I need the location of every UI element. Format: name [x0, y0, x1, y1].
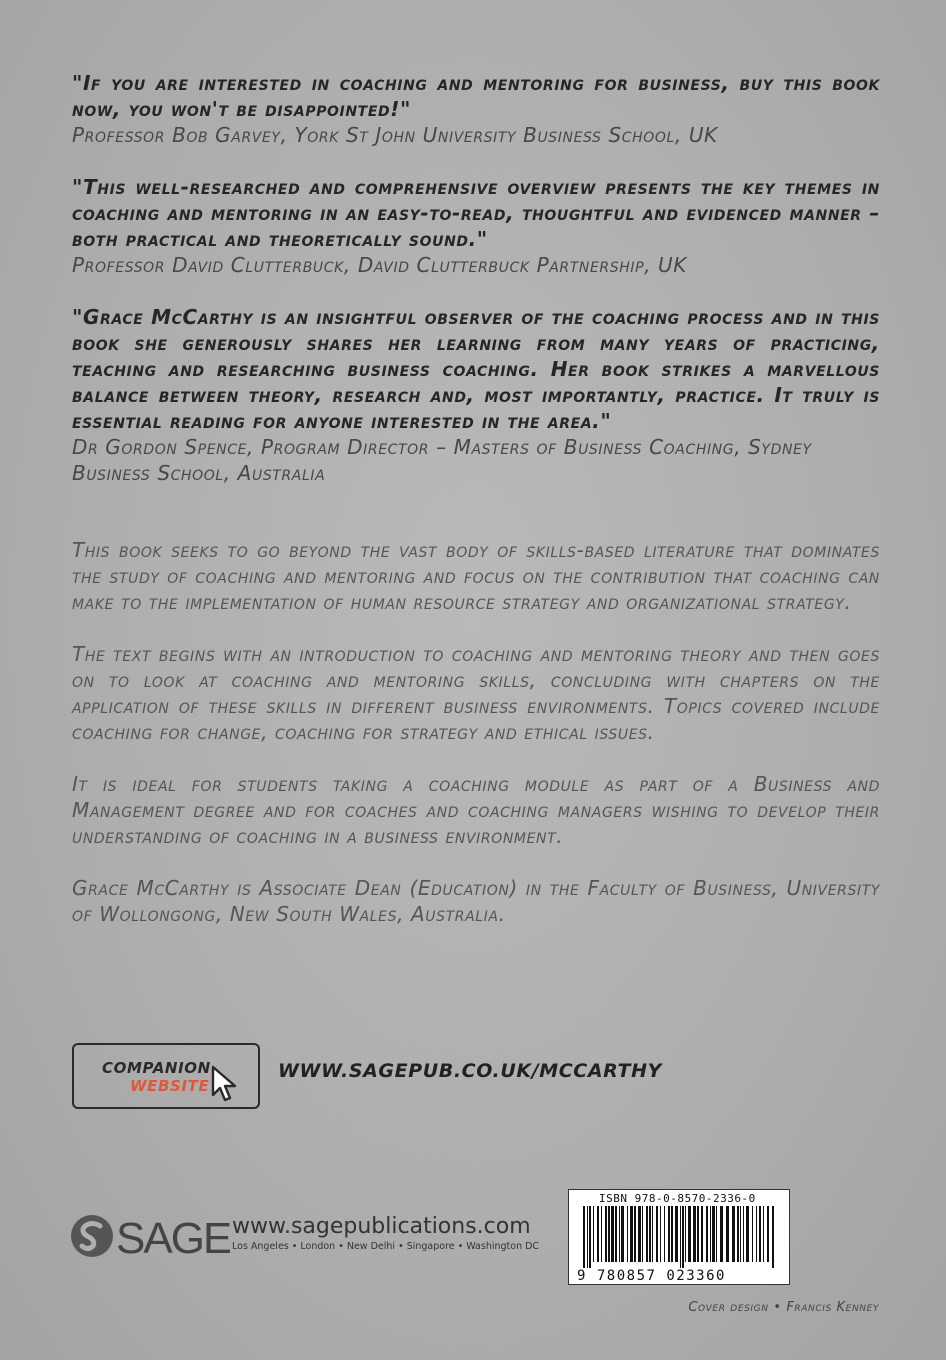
barcode-bar: [615, 1206, 617, 1262]
barcode-bar: [697, 1206, 699, 1262]
barcode-bar: [752, 1206, 753, 1262]
barcode-bar: [763, 1206, 764, 1262]
barcode-bar: [656, 1206, 658, 1262]
barcode-bar: [675, 1206, 678, 1262]
publisher-website[interactable]: www.sagepublications.com: [232, 1214, 531, 1239]
companion-website-badge[interactable]: [72, 1043, 260, 1109]
book-description: [72, 537, 880, 927]
cover-design-credit: Cover design • Francis Kenney: [688, 1300, 879, 1315]
barcode-bar: [706, 1206, 708, 1262]
barcode-bar: [716, 1206, 717, 1262]
barcode-bar: [638, 1206, 641, 1262]
companion-label: COMPANION: [102, 1059, 211, 1077]
barcode-bar: [682, 1206, 684, 1268]
barcode-bar: [652, 1206, 653, 1262]
barcode-bar: [646, 1206, 648, 1262]
isbn-barcode: [568, 1189, 790, 1285]
barcode-bar: [642, 1206, 643, 1262]
sage-logo: [70, 1213, 230, 1259]
barcode-bar: [593, 1206, 594, 1262]
barcode-bar: [630, 1206, 633, 1262]
isbn-label: ISBN 978-0-8570-2336-0: [599, 1192, 756, 1205]
barcode-bar: [720, 1206, 723, 1262]
barcode-bar: [688, 1206, 691, 1262]
barcode-image: [579, 1206, 779, 1268]
website-label: WEBSITE: [130, 1077, 210, 1095]
barcode-bar: [772, 1206, 774, 1268]
cursor-arrow-icon: [210, 1065, 240, 1103]
barcode-bar: [671, 1206, 673, 1262]
barcode-bar: [605, 1206, 607, 1262]
barcode-bar: [726, 1206, 729, 1262]
quote-source: Dr Gordon Spence, Program Director – Masters of Business Coaching, Sydney Business School, Australia: [72, 435, 812, 485]
description-paragraph: It is ideal for students taking a coaching module as part of a Business and Management degree and for coaches and coaching managers wishing to develop their understanding of coaching in a business environment.: [72, 772, 880, 848]
barcode-bar: [710, 1206, 711, 1262]
barcode-bar: [743, 1206, 744, 1262]
barcode-bar: [649, 1206, 651, 1262]
description-paragraph: The text begins with an introduction to coaching and mentoring theory and then goes on to look at coaching and mentoring skills, concluding with chapters on the application of these skills in different business environments. Topics covered include coaching for change, coaching for strategy and ethical issues.: [72, 642, 880, 744]
barcode-bar: [597, 1206, 599, 1262]
barcode-bar: [701, 1206, 703, 1262]
author-bio: Grace McCarthy is Associate Dean (Education) in the Faculty of Business, University of Wollongong, New South Wales, Australia.: [72, 876, 880, 926]
barcode-bar: [634, 1206, 636, 1262]
companion-url-link[interactable]: WWW.SAGEPUB.CO.UK/MCCARTHY: [278, 1060, 662, 1082]
barcode-bar: [589, 1206, 591, 1268]
barcode-bar: [732, 1206, 735, 1262]
quote-source: Professor Bob Garvey, York St John University Business School, UK: [72, 123, 718, 147]
quote-source: Professor David Clutterbuck, David Clutterbuck Partnership, UK: [72, 253, 688, 277]
endorsement-3: [72, 304, 880, 486]
barcode-bar: [611, 1206, 614, 1262]
barcode-bar: [668, 1206, 670, 1262]
barcode-bar: [660, 1206, 661, 1262]
barcode-bar: [746, 1206, 749, 1262]
barcode-bar: [740, 1206, 741, 1262]
barcode-bar: [712, 1206, 715, 1262]
barcode-bar: [601, 1206, 602, 1262]
barcode-bar: [767, 1206, 769, 1262]
barcode-bar: [619, 1206, 620, 1262]
barcode-digits: 9 780857 023360: [577, 1268, 726, 1284]
barcode-bar: [680, 1206, 681, 1268]
description-paragraph: This book seeks to go beyond the vast body of skills-based literature that dominates the study of coaching and mentoring and focus on the contribution that coaching can make to the implementation of human resource strategy and organizational strategy.: [72, 538, 880, 614]
barcode-bar: [587, 1206, 588, 1268]
endorsement-1: [72, 70, 880, 148]
quote-text: "Grace McCarthy is an insightful observer of the coaching process and in this book she generously shares her learning from many years of practicing, teaching and researching business coaching. Her book strikes a marvellous balance between theory, research and, most importantly, practice. It truly is essential reading for anyone interested in the area.": [72, 305, 880, 433]
barcode-bar: [737, 1206, 739, 1262]
barcode-bar: [685, 1206, 686, 1262]
barcode-bar: [756, 1206, 757, 1262]
sage-wordmark: SAGE: [116, 1214, 230, 1259]
publisher-cities: Los Angeles • London • New Delhi • Singapore • Washington DC: [232, 1241, 540, 1252]
barcode-bar: [583, 1206, 585, 1268]
barcode-bar: [621, 1206, 624, 1262]
barcode-bar: [608, 1206, 610, 1262]
endorsement-2: [72, 174, 880, 278]
barcode-bar: [627, 1206, 628, 1262]
quote-text: "This well-researched and comprehensive overview presents the key themes in coaching and mentoring in an easy-to-read, thoughtful and evidenced manner – both practical and theoretically sound.": [72, 175, 880, 251]
barcode-bar: [759, 1206, 761, 1262]
quote-text: "If you are interested in coaching and mentoring for business, buy this book now, you won't be disappointed!": [72, 71, 880, 121]
barcode-bar: [664, 1206, 665, 1262]
barcode-bar: [693, 1206, 696, 1262]
